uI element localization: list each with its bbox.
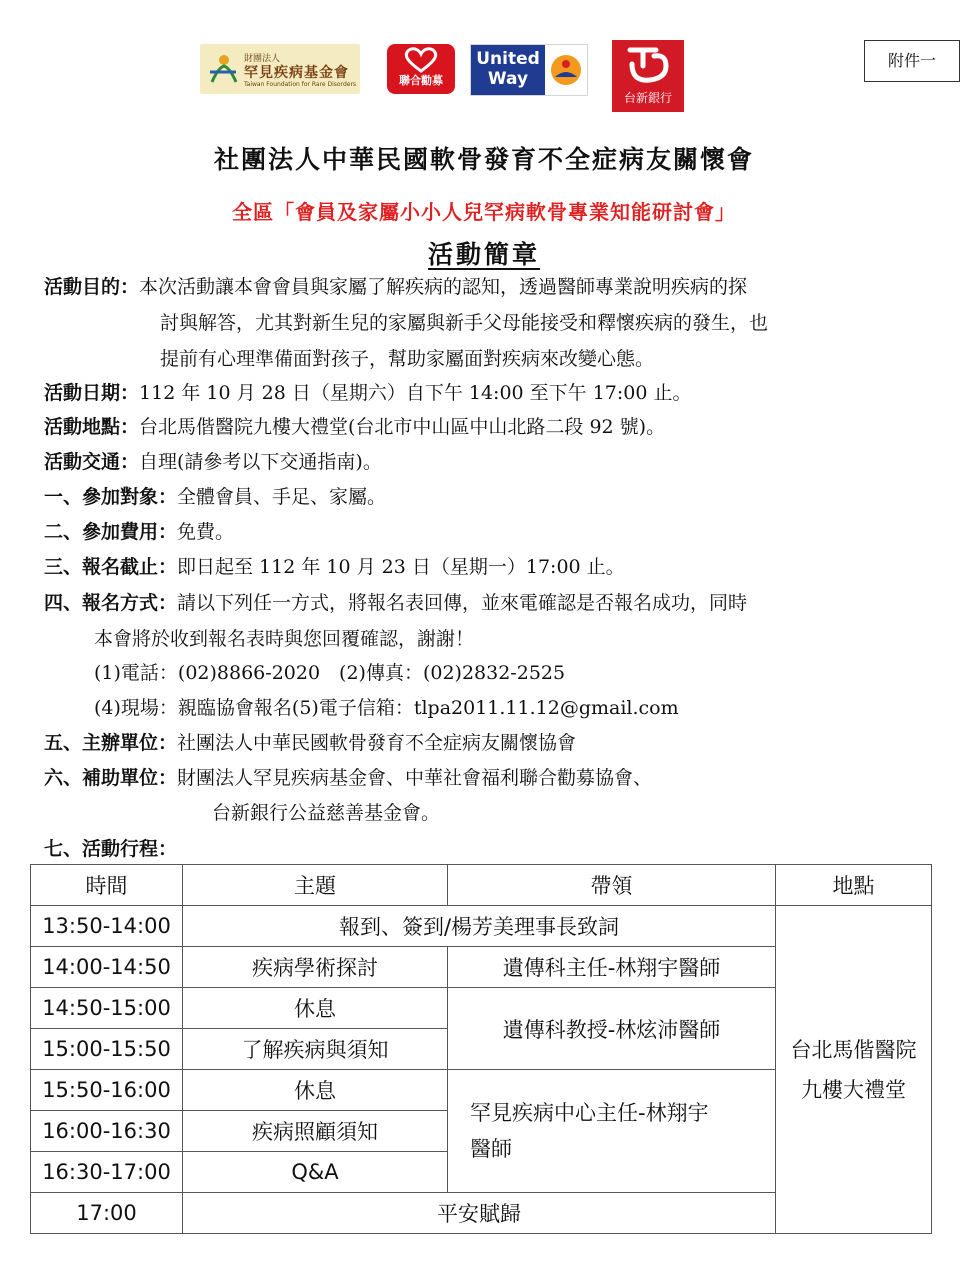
schedule-table — [30, 864, 932, 1234]
transport-value: 自理(請參考以下交通指南)。 — [139, 451, 382, 473]
item-value: 免費。 — [177, 521, 235, 543]
table-header-row — [31, 865, 932, 906]
taishin-icon — [626, 46, 670, 86]
row-topic: 休息 — [183, 1070, 448, 1111]
row-time: 15:50-16:00 — [31, 1070, 183, 1111]
schedule-label-line — [44, 834, 177, 861]
item-line — [44, 517, 234, 544]
row-time: 15:00-15:50 — [31, 1029, 183, 1070]
register-text-2: 本會將於收到報名表時與您回覆確認，謝謝！ — [94, 628, 475, 650]
header-topic: 主題 — [183, 865, 448, 906]
transport-line — [44, 447, 382, 474]
register-text-1: 請以下列任一方式，將報名表回傳，並來電確認是否報名成功，同時 — [177, 592, 748, 614]
rare-foundation-line3: Taiwan Foundation for Rare Disorders — [244, 81, 357, 88]
organizer-label: 五、主辦單位： — [44, 732, 178, 754]
item-value: 即日起至 112 年 10 月 23 日（星期一）17:00 止。 — [177, 556, 625, 578]
header-location: 地點 — [776, 865, 932, 906]
register-contact-phone-fax: (1)電話：(02)8866-2020 (2)傳真：(02)2832-2525 — [94, 662, 566, 684]
united-way-wordmark — [471, 45, 545, 95]
rare-disorders-icon — [208, 52, 238, 86]
row-time: 14:00-14:50 — [31, 947, 183, 988]
place-value: 台北馬偕醫院九樓大禮堂(台北市中山區中山北路二段 92 號)。 — [139, 416, 666, 438]
row-topic: 休息 — [183, 988, 448, 1029]
row-time: 16:30-17:00 — [31, 1152, 183, 1193]
row-leader: 遺傳科主任-林翔宇醫師 — [448, 947, 776, 988]
page-title: 社團法人中華民國軟骨發育不全症病友關懷會 — [213, 145, 754, 174]
row-leader: 遺傳科教授-林炫沛醫師 — [448, 988, 776, 1070]
purpose-text-3: 提前有心理準備面對孩子，幫助家屬面對疾病來改變心態。 — [160, 348, 655, 370]
united-campaign-logo — [387, 44, 455, 94]
item-label: 一、參加對象： — [44, 486, 178, 508]
organizer-line — [44, 728, 576, 755]
row-topic: 平安賦歸 — [183, 1193, 776, 1234]
organizer-value: 社團法人中華民國軟骨發育不全症病友關懷協會 — [177, 732, 577, 754]
date-value: 112 年 10 月 28 日（星期六）自下午 14:00 至下午 17:00 止。 — [139, 382, 692, 404]
item-label: 二、參加費用： — [44, 521, 178, 543]
row-leader: 罕見疾病中心主任-林翔宇 醫師 — [448, 1070, 776, 1193]
section-heading — [0, 235, 968, 271]
row-time: 14:50-15:00 — [31, 988, 183, 1029]
row-topic: 了解疾病與須知 — [183, 1029, 448, 1070]
taishin-bank-text: 台新銀行 — [623, 91, 672, 105]
header-time: 時間 — [31, 865, 183, 906]
taishin-bank-logo — [612, 40, 684, 112]
heart-icon — [401, 47, 441, 73]
united-way-line1: United — [476, 49, 540, 69]
united-way-line2: Way — [487, 69, 529, 89]
sponsor-line — [44, 763, 652, 790]
section-heading-text: 活動簡章 — [427, 240, 540, 269]
transport-label: 活動交通： — [44, 451, 140, 473]
place-label: 活動地點： — [44, 416, 140, 438]
row-time: 17:00 — [31, 1193, 183, 1234]
row-topic: 報到、簽到/楊芳美理事長致詞 — [183, 906, 776, 947]
united-way-hand-icon — [549, 53, 583, 87]
header-leader: 帶領 — [448, 865, 776, 906]
table-row — [31, 906, 932, 947]
location-text: 台北馬偕醫院 九樓大禮堂 — [790, 1037, 917, 1102]
sponsor-value-1: 財團法人罕見疾病基金會、中華社會福利聯合勸募協會、 — [177, 767, 653, 789]
item-value: 全體會員、手足、家屬。 — [177, 486, 387, 508]
date-label: 活動日期： — [44, 382, 140, 404]
purpose-label: 活動目的： — [44, 276, 140, 298]
rare-foundation-line1: 財團法人 — [244, 54, 281, 64]
item-line — [44, 482, 386, 509]
schedule-label: 七、活動行程： — [44, 838, 178, 860]
place-line — [44, 412, 665, 439]
row-topic: 疾病照顧須知 — [183, 1111, 448, 1152]
item-line — [44, 552, 625, 579]
page-subtitle: 全區「會員及家屬小小人兒罕病軟骨專業知能研討會」 — [232, 200, 736, 224]
purpose-text-1: 本次活動讓本會會員與家屬了解疾病的認知，透過醫師專業說明疾病的探 — [139, 276, 748, 298]
united-campaign-text: 聯合勸募 — [399, 74, 443, 87]
register-line-1 — [44, 588, 747, 615]
date-line — [44, 378, 692, 405]
row-time: 16:00-16:30 — [31, 1111, 183, 1152]
location-cell — [776, 906, 932, 1234]
purpose-line-1 — [44, 272, 747, 299]
attachment-label: 附件一 — [864, 40, 960, 82]
register-label: 四、報名方式： — [44, 592, 178, 614]
sponsor-label: 六、補助單位： — [44, 767, 178, 789]
united-way-logo — [470, 44, 588, 96]
rare-foundation-line2: 罕見疾病基金會 — [244, 65, 349, 81]
register-contact-onsite-email: (4)現場：親臨協會報名(5)電子信箱：tlpa2011.11.12@gmail.com — [94, 697, 679, 719]
sponsor-value-2: 台新銀行公益慈善基金會。 — [212, 802, 441, 824]
row-topic: 疾病學術探討 — [183, 947, 448, 988]
purpose-text-2: 討與解答，尤其對新生兒的家屬與新手父母能接受和釋懷疾病的發生，也 — [160, 312, 769, 334]
row-topic: Q&A — [183, 1152, 448, 1193]
item-label: 三、報名截止： — [44, 556, 178, 578]
row-time: 13:50-14:00 — [31, 906, 183, 947]
rare-disorders-foundation-logo — [200, 44, 360, 94]
